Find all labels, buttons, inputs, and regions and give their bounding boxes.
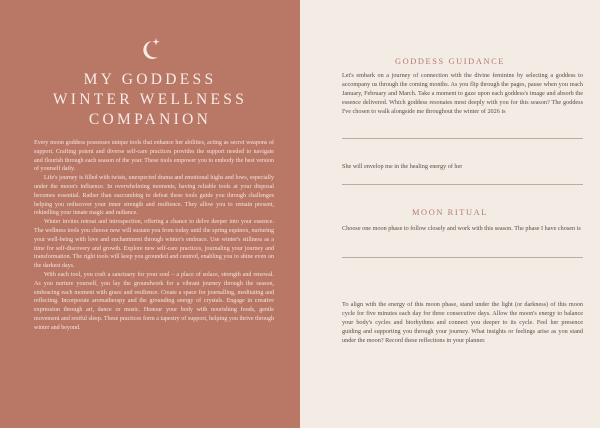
intro-paragraph: With each tool, you craft a sanctuary for your soul – a place of solace, strength and renewal. As you nurture yourself, you lay the groundwork for a vibrant journey through the season, embracing each moment with grace and resilience. Create a space for journalling, meditating and reflecting. Incorporate aromatherapy and the grounding energy of crystals. Engage in creative expression through art, dance or music. Honour your body with nourishing foods, gentle movement and restful sleep. These practices form a tapestry of support, helping you thrive through winter and beyond. xyxy=(34,271,274,331)
title-line-3: COMPANION xyxy=(88,111,212,128)
intro-paragraph: Every moon goddess possesses unique tools that enhance her abilities, acting as secret weapons of support. Crafting potent and diverse self-care practices provides the support needed to navigate and flourish through each season of the year. These tools empower you to embody the best version of yourself daily. xyxy=(34,140,274,173)
envelop-prompt: She will envelop me in the healing energy of her xyxy=(342,163,463,170)
goddess-guidance-text: Let's embark on a journey of connection with the divine feminine by selecting a goddess to accompany us through the coming months. As you flip through the pages, pause when you reach January, February and March. Take a moment to gaze upon each goddess's image and absorb the essence delivered. Which goddess resonates most deeply with you for this season? The goddess I've chosen to walk alongside me throughout the winter of 2026 is xyxy=(342,72,583,116)
title-line-2: WINTER WELLNESS xyxy=(52,91,248,108)
intro-text xyxy=(34,139,274,333)
ritual-instructions: To align with the energy of this moon phase, stand under the light (or darkness) of this moon cycle for five minutes each day for three consecutive days. Allow the moon's energy to balance your body's cycles and biorhythms and connect you deeper to its cycle. Feel her presence guiding and supporting you through your journey. What insights or feelings arise as you stand under the moon? Record these reflections in your planner. xyxy=(342,301,583,345)
moon-phase-prompt: Choose one moon phase to follow closely and work with this season. The phase I have chosen is xyxy=(342,225,581,232)
crescent-moon-star-icon xyxy=(139,36,163,62)
energy-answer-line[interactable] xyxy=(342,184,583,185)
intro-paragraph: Winter invites retreat and introspection, offering a chance to delve deeper into your essence. The wellness tools you choose now will sustain you from today until the spring equinox, nurturing your well-being with love and enchantment through winter's embrace. Use winter's stillness as a time for self-discovery and growth. Explore new self-care practices, journaling your journey and transformation. The right tools will keep you grounded and centred, enabling you to shine even on the darkest days. xyxy=(34,219,274,270)
goddess-answer-line[interactable] xyxy=(342,138,583,139)
title-line-1: MY GODDESS xyxy=(83,71,217,88)
right-page xyxy=(300,0,600,428)
goddess-guidance-heading: GODDESS GUIDANCE xyxy=(394,57,506,66)
moon-phase-answer-line[interactable] xyxy=(342,257,583,258)
intro-paragraph: Life's journey is filled with twists, unexpected drama and emotional highs and lows, especially under the moon's influence. In overwhelming moments, having reliable tools at your disposal becomes essential. Rather than succumbing to defeat these tools guide you through challenges helping you rediscover your inner strength and resilience. They allow you to remain present, rekindling your innate magic and radiance. xyxy=(34,175,274,217)
moon-ritual-heading: MOON RITUAL xyxy=(412,208,488,217)
